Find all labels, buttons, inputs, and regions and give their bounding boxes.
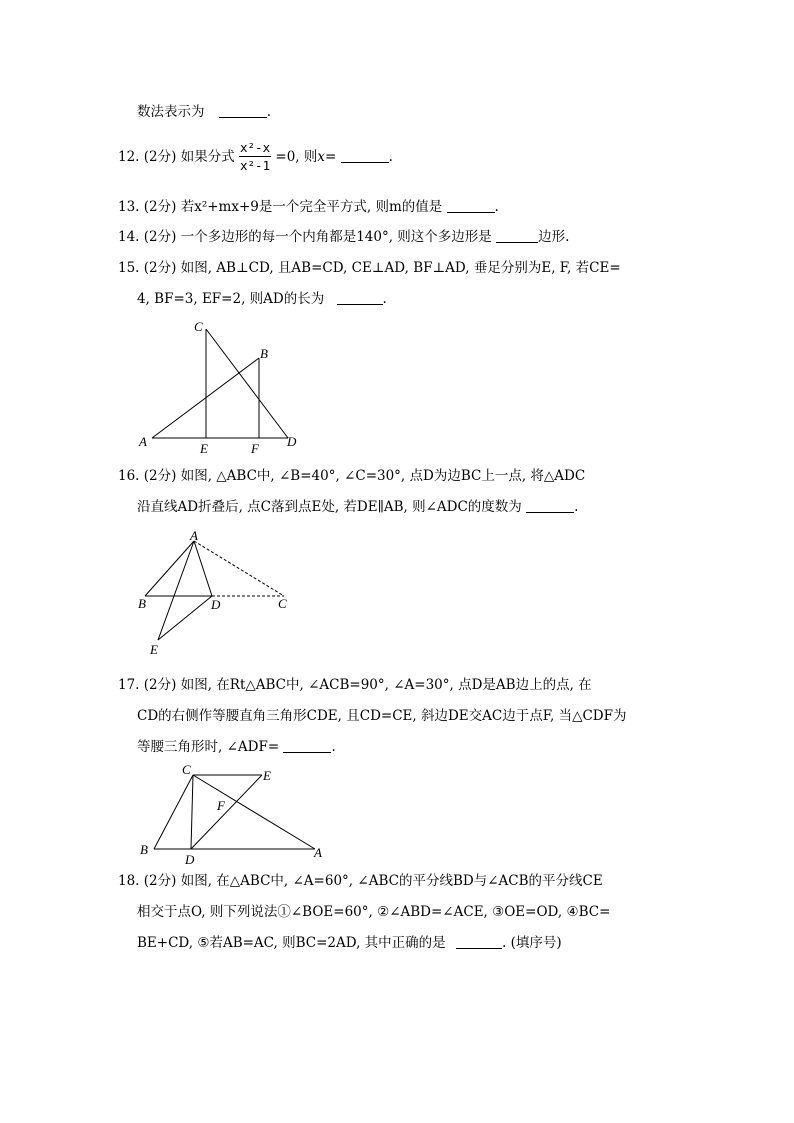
q15-label-b: B <box>260 346 268 361</box>
q15-figure <box>130 316 310 456</box>
question-13 <box>118 198 499 216</box>
q17-label-d: D <box>185 852 195 866</box>
question-18-line-2 <box>137 903 610 921</box>
q12-fraction-denominator: x²-1 <box>240 158 271 173</box>
question-16-line-1 <box>118 467 585 485</box>
q17-segment-bc <box>154 775 193 849</box>
q12-middle: =0, 则 <box>275 149 318 165</box>
q18-answer-blank[interactable] <box>456 934 502 949</box>
question-14 <box>118 228 569 246</box>
q18-line1: 如图, 在△ABC中, ∠A=60°, ∠ABC的平分线BD与∠ACB的平分线CE <box>180 873 603 889</box>
q13-score: (2分) <box>143 199 177 215</box>
q13-end: . <box>494 199 499 215</box>
q15-answer-blank[interactable] <box>337 290 383 305</box>
q17-label-a: A <box>314 845 322 860</box>
q12-prefix: 如果分式 <box>180 149 235 165</box>
q15-label-e: E <box>200 441 208 456</box>
q16-segment-ab <box>145 541 194 596</box>
q17-line1: 如图, 在Rt△ABC中, ∠ACB=90°, ∠A=30°, 点D是AB边上的点, 在 <box>180 677 592 693</box>
q12-equals: = <box>325 149 337 165</box>
q15-score: (2分) <box>143 260 177 276</box>
q12-number: 12. <box>118 149 140 165</box>
q16-line2: 沿直线AD折叠后, 点C落到点E处, 若DE∥AB, 则∠ADC的度数为 <box>137 499 522 515</box>
q18-end: . (填序号) <box>501 935 562 951</box>
question-17-line-3 <box>137 738 336 756</box>
q18-score: (2分) <box>143 873 177 889</box>
q17-number: 17. <box>118 677 140 693</box>
q14-text: 一个多边形的每一个内角都是140°, 则这个多边形是 <box>180 229 492 245</box>
q12-variable: x <box>317 149 326 165</box>
q17-score: (2分) <box>143 677 177 693</box>
q16-label-c: C <box>278 596 287 611</box>
q17-label-b: B <box>140 842 148 857</box>
q16-line1: 如图, △ABC中, ∠B=40°, ∠C=30°, 点D为边BC上一点, 将△ADC <box>180 468 586 484</box>
q16-label-d: D <box>211 597 221 612</box>
q13-text: 若x²+mx+9是一个完全平方式, 则m的值是 <box>180 199 443 215</box>
q15-label-c: C <box>194 319 203 334</box>
q15-segment-cd <box>206 329 288 438</box>
q11-answer-blank[interactable] <box>219 103 267 118</box>
q14-number: 14. <box>118 229 140 245</box>
q16-label-a: A <box>190 528 198 543</box>
q16-score: (2分) <box>143 468 177 484</box>
q17-label-c: C <box>182 762 191 777</box>
q16-segment-ad <box>194 541 212 596</box>
q13-answer-blank[interactable] <box>447 198 495 213</box>
q11-continuation <box>137 103 271 121</box>
q11-end: . <box>266 104 272 120</box>
q18-line3: BE+CD, ⑤若AB=AC, 则BC=2AD, 其中正确的是 <box>137 935 446 951</box>
q16-figure <box>130 526 300 658</box>
q15-number: 15. <box>118 260 140 276</box>
question-18-line-1 <box>118 872 603 890</box>
q18-line2: 相交于点O, 则下列说法①∠BOE=60°, ②∠ABD=∠ACE, ③OE=OD, ④BC= <box>137 904 611 920</box>
question-16-line-2 <box>137 498 578 516</box>
question-17-line-2 <box>137 707 626 725</box>
q16-segment-ac-dashed <box>194 541 284 596</box>
q15-end: . <box>382 291 387 307</box>
q16-number: 16. <box>118 468 140 484</box>
q16-end: . <box>574 499 579 515</box>
question-15-line-2 <box>137 290 387 308</box>
q17-label-f: F <box>217 798 225 813</box>
q17-segment-ca <box>193 775 315 849</box>
q14-score: (2分) <box>143 229 177 245</box>
q15-label-a: A <box>139 434 147 449</box>
q17-segment-ed <box>191 775 262 849</box>
q13-number: 13. <box>118 199 140 215</box>
question-15-line-1 <box>118 259 621 277</box>
q17-figure <box>132 760 332 866</box>
q12-fraction <box>239 140 271 175</box>
q12-answer-blank[interactable] <box>341 148 389 163</box>
q11-text: 数法表示为 <box>137 104 205 120</box>
q17-line2: CD的右侧作等腰直角三角形CDE, 且CD=CE, 斜边DE交AC边于点F, 当△CDF为 <box>137 708 627 724</box>
q12-fraction-numerator: x²-x <box>240 140 271 155</box>
q15-label-d: D <box>287 434 297 449</box>
q14-tail: 边形. <box>538 229 570 245</box>
q16-label-e: E <box>150 642 158 657</box>
q17-label-e: E <box>263 768 271 783</box>
q14-answer-blank[interactable] <box>496 228 538 243</box>
q18-number: 18. <box>118 873 140 889</box>
q17-end: . <box>331 739 336 755</box>
q15-line2: 4, BF=3, EF=2, 则AD的长为 <box>137 291 325 307</box>
question-17-line-1 <box>118 676 592 694</box>
q16-answer-blank[interactable] <box>526 498 574 513</box>
q12-end: . <box>388 149 393 165</box>
q15-line1: 如图, AB⊥CD, 且AB=CD, CE⊥AD, BF⊥AD, 垂足分别为E, F, 若CE= <box>180 260 621 276</box>
q17-answer-blank[interactable] <box>283 738 331 753</box>
q16-label-b: B <box>138 596 146 611</box>
q17-line3: 等腰三角形时, ∠ADF= <box>137 739 280 755</box>
question-18-line-3 <box>137 934 562 952</box>
q15-label-f: F <box>251 441 259 456</box>
question-12 <box>118 140 393 175</box>
q12-score: (2分) <box>143 149 177 165</box>
q17-segment-cd <box>191 775 193 849</box>
